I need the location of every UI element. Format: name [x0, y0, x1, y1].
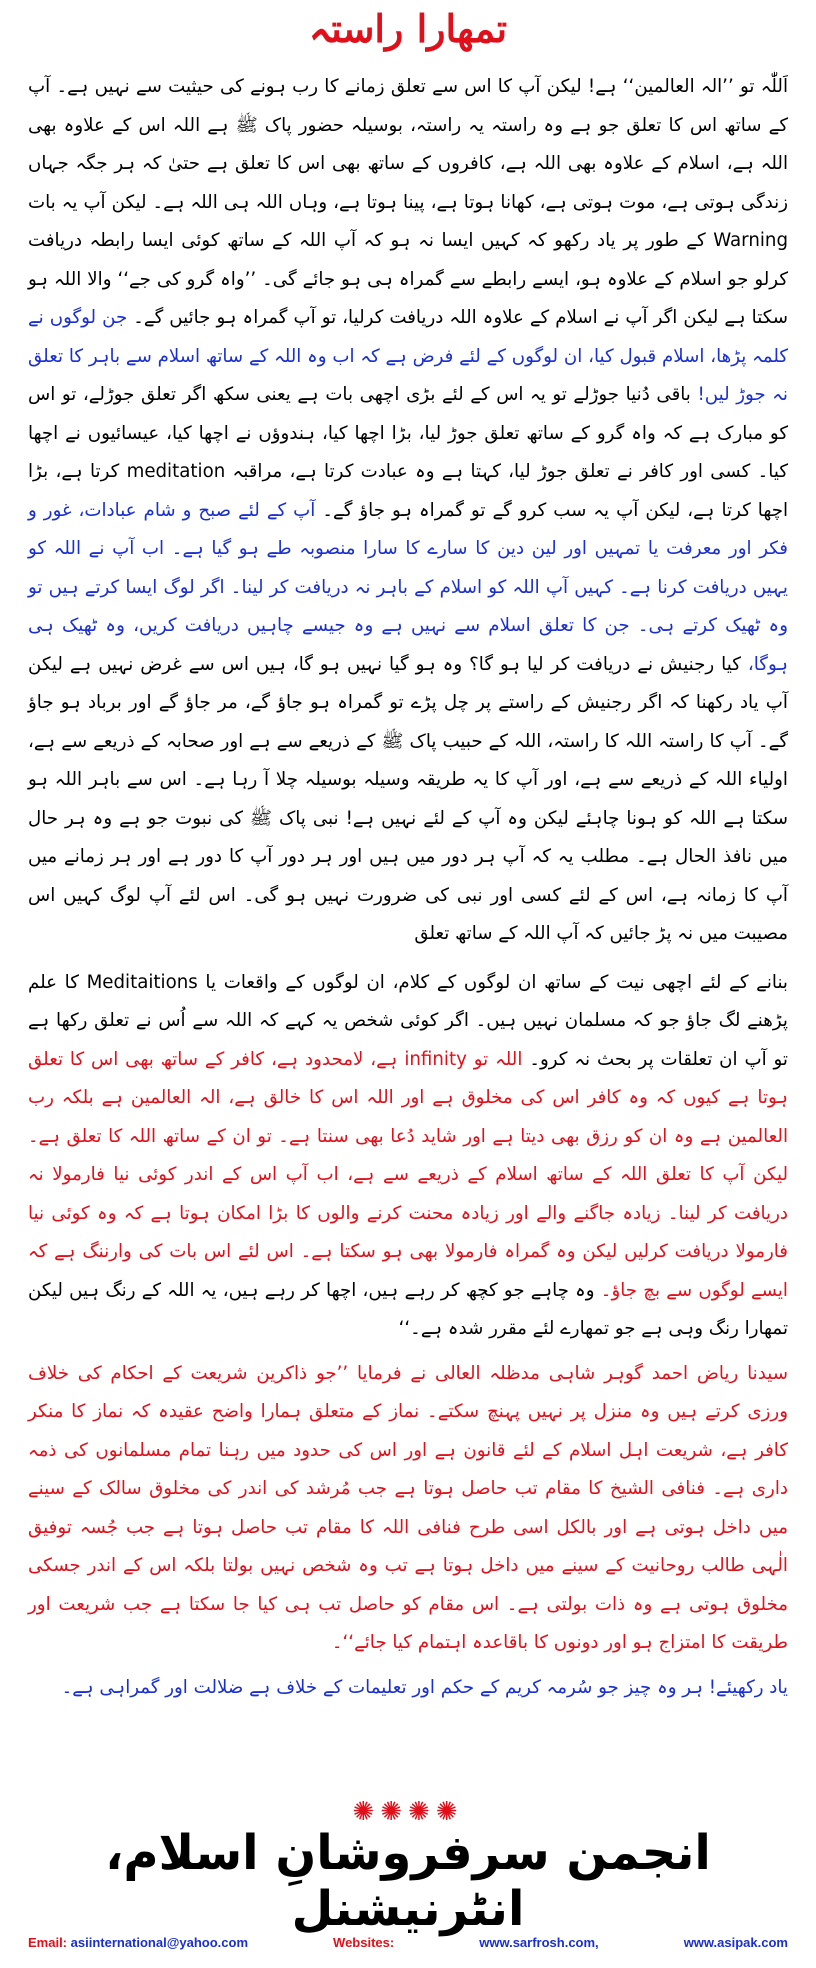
p1-blue-text-a: جن لوگوں نے کلمہ پڑھا، اسلام قبول کیا، ان لوگوں کے لئے فرض ہے کہ اب وہ اللہ کے ساتھ اسلام سے باہر کا تعلق نہ جوڑ لیں! — [28, 307, 788, 405]
ornament-flowers-icon: ✺✺✺✺ — [352, 1797, 464, 1827]
p2-red-text-a: اللہ تو infinity ہے، لامحدود ہے، کافر کے ساتھ بھی اس کا تعلق ہوتا ہے کیوں کہ وہ کافر اس کی مخلوق ہے اور اللہ اس کا خالق ہے، الہ العالمین ہے بلکہ رب العالمین ہے وہ ان کو رزق بھی دیتا ہے اور شاید دُعا بھی سنتا ہے۔ تو ان کے ساتھ اللہ کا تعلق ہے۔ لیکن آپ کا تعلق اللہ کے ساتھ اسلام کے ذریعے سے ہے، اب آپ اس کے اندر کوئی نیا فارمولا نہ دریافت کر لینا۔ زیادہ جاگنے والے اور زیادہ محنت کرنے والوں کا بڑا امکان ہوتا ہے کہ وہ کوئی نیا فارمولا دریافت کرلیں لیکن وہ گمراہ فارمولا بھی ہو سکتا ہے۔ اس لئے اس بات کی وارننگ ہے کہ ایسے لوگوں سے بچ جاؤ۔ — [28, 1048, 788, 1301]
p1-text-a: اَللّٰہ تو ’’الہ العالمین‘‘ ہے! لیکن آپ کا اس سے تعلق زمانے کا رب ہونے کی حیثیت سے نہیں ہے۔ آپ کے ساتھ اس کا تعلق جو ہے وہ راستہ یہ راستہ، بوسیلہ حضور پاک ﷺ ہے اللہ اس کے علاوہ بھی اللہ ہے، اسلام کے علاوہ بھی اللہ ہے، کافروں کے ساتھ بھی اس کا تعلق ہے حتیٰ کہ ہر جگہ جہاں زندگی ہوتی ہے، موت ہوتی ہے، کھانا ہوتا ہے، پینا ہوتا ہے، وہاں اللہ ہی اللہ ہے۔ لیکن آپ یہ بات Warning کے طور پر یاد رکھو کہ کہیں ایسا نہ ہو کہ آپ اللہ کے ساتھ کوئی ایسا رابطہ دریافت کرلو جو اسلام کے علاوہ ہو، ایسے رابطے سے گمراہ ہی ہو جائے گی۔ ’’واہ گرو کی جے‘‘ والا اللہ ہو سکتا ہے لیکن اگر آپ نے اسلام کے علاوہ اللہ دریافت کرلیا، تو آپ گمراہ ہو جائیں گے۔ — [28, 76, 788, 328]
p3-red-text-a: سیدنا ریاض احمد گوہر شاہی مدظلہ العالی نے فرمایا — [356, 1362, 788, 1384]
p3-text-a: ’’جو ذاکرین شریعت کے احکام کی خلاف ورزی کرتے ہیں وہ منزل پر نہیں پہنچ سکتے۔ نماز کے متعلق ہمارا واضح عقیدہ کہ نماز کا منکر کافر ہے، شریعت اہل اسلام کے لئے قانون ہے اور اس کی حدود میں رہنا تمام مسلمانوں کی ذمہ داری ہے۔ — [28, 1362, 788, 1499]
website-link-asipak[interactable]: www.asipak.com — [683, 1935, 788, 1950]
p2-text-b: وہ چاہے جو کچھ کر رہے ہیں، اچھا کر رہے ہیں، یہ اللہ کے رنگ ہیں لیکن تمھارا رنگ وہی ہے جو تمھارے لئے مقرر شدہ ہے۔‘‘ — [28, 1279, 788, 1339]
document-page — [28, 0, 788, 1968]
organization-name: انجمن سرفروشانِ اسلام، انٹرنیشنل — [105, 1825, 711, 1937]
p3-blue-text-a: یاد رکھیئے! ہر وہ چیز جو سُرمہ کریم کے حکم اور تعلیمات کے خلاف ہے ضلالت اور گمراہی ہے۔ — [61, 1676, 788, 1698]
p1-blue-text-b: آپ کے لئے صبح و شام عبادات، غور و فکر اور معرفت یا تمہیں اور لین دین کا سارے کا سارا منصوبہ طے ہو گیا ہے۔ اب آپ نے اللہ کو یہیں دریافت کرنا ہے۔ کہیں آپ اللہ کو اسلام کے باہر نہ دریافت کر لینا۔ اگر لوگ ایسا کرتے ہیں تو وہ ٹھیک کرتے ہی۔ جن کا تعلق اسلام سے نہیں ہے وہ جیسے چاہیں دریافت کریں، وہ ٹھیک ہی ہوگا، — [28, 499, 788, 675]
website-link-sarfrosh[interactable]: www.sarfrosh.com, — [479, 1935, 599, 1950]
email-link[interactable]: asiinternational@yahoo.com — [70, 1935, 249, 1950]
p3-red-text-b: فنافی الشیخ کا مقام تب حاصل ہوتا ہے جب مُرشد کی اندر کی مخلوق سالک کے سینے میں داخل ہوتی ہے اور بالکل اسی طرح فنافی اللہ کا مقام تب حاصل ہوتا ہے جب جُسہ توفیق الٰہی طالب روحانیت کے سینے میں داخل ہوتا ہے تب وہ شخص نہیں بولتا بلکہ اس کے اندر جسکی مخلوق ہوتی ہے وہ ذات بولتی ہے۔ اس مقام کو حاصل تب ہی کیا جا سکتا ہے جب شریعت اور طریقت کا امتزاج ہو اور دونوں کا باقاعدہ اہتمام کیا جائے‘‘۔ — [28, 1478, 788, 1653]
footer-email-group — [28, 1935, 248, 1950]
paragraph-3 — [28, 1355, 788, 1663]
p1-text-b: باقی دُنیا جوڑلے تو یہ اس کے لئے بڑی اچھی بات ہے یعنی سکھ اگر تعلق جوڑلے، تو اس کو مبارک ہے کہ واہ گرو کے ساتھ تعلق جوڑ لیا، بڑا اچھا کیا، ہندوؤں نے اچھا کیا، عیسائیوں نے اچھا کیا۔ کسی اور کافر نے تعلق جوڑ لیا، کہتا ہے وہ عبادت کرتا ہے، مراقبہ meditation کرتا ہے، بڑا اچھا کرتا ہے، لیکن آپ یہ سب کرو گے تو گمراہ ہو جاؤ گے۔ — [28, 384, 789, 521]
email-label: Email: — [28, 1935, 68, 1950]
paragraph-1 — [28, 68, 788, 954]
websites-label: Websites: — [333, 1935, 395, 1950]
page-title: تمھارا راستہ — [308, 6, 508, 51]
paragraph-4 — [28, 1669, 788, 1708]
footer-contacts — [28, 1935, 788, 1950]
document-body — [28, 68, 788, 1707]
p2-text-a: بنانے کے لئے اچھی نیت کے ساتھ ان لوگوں کے کلام، ان لوگوں کے واقعات یا Meditaitions کا علم پڑھنے لگ جاؤ جو کہ مسلمان نہیں ہیں۔ اگر کوئی شخص یہ کہے کہ اللہ سے اُس نے تعلق رکھا ہے تو آپ ان تعلقات پر بحث نہ کرو۔ — [28, 971, 788, 1070]
footer-websites-group — [333, 1935, 394, 1950]
p1-text-c: کیا رجنیش نے دریافت کر لیا ہو گا؟ وہ ہو گیا نہیں ہو گا، ہیں اس سے غرض نہیں ہے لیکن آپ یاد رکھنا کہ اگر رجنیش کے راستے پر چل پڑے تو گمراہ ہو جاؤ گے، مر جاؤ گے اور برباد ہو جاؤ گے۔ آپ کا راستہ اللہ کا راستہ، اللہ کے حبیب پاک ﷺ کے ذریعے سے ہے اور صحابہ کے ذریعے سے ہے، اولیاء اللہ کے ذریعے سے ہے، اور آپ کا یہ طریقہ وسیلہ بوسیلہ چلا آ رہا ہے۔ اس سے باہر اللہ ہو سکتا ہے اللہ کو ہونا چاہئے لیکن وہ آپ کے لئے نہیں ہے! نبی پاک ﷺ کی نبوت جو ہے وہ ہر حال میں نافذ الحال ہے۔ مطلب یہ کہ آپ ہر دور میں ہیں اور ہر دور آپ کا دور ہے اور ہر زمانے میں آپ کا زمانہ ہے، اس کے لئے کسی اور نبی کی ضرورت نہیں ہو گی۔ اس لئے آپ لوگ کہیں اس مصیبت میں نہ پڑ جائیں کہ آپ اللہ کے ساتھ تعلق — [28, 653, 788, 944]
paragraph-2 — [28, 964, 788, 1349]
